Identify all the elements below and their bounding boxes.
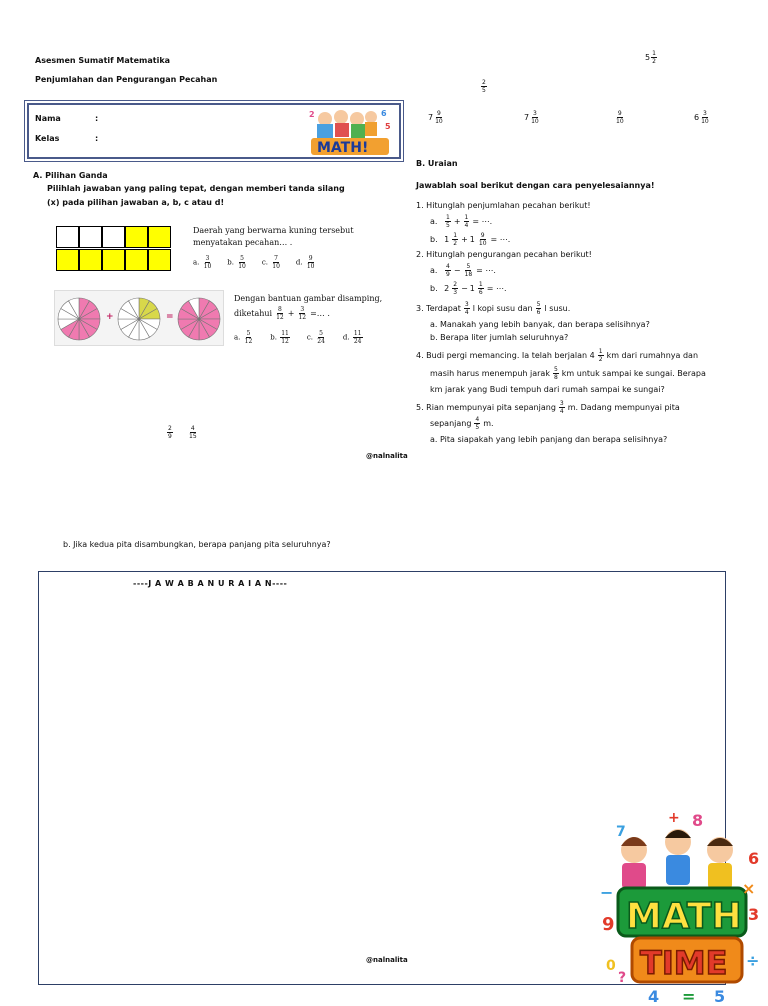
- grid-cell-yellow: [102, 249, 125, 271]
- q2-text-1: Dengan bantuan gambar disamping,: [234, 294, 383, 303]
- grid-cell-white: [102, 226, 125, 248]
- answer-box-title: ----J A W A B A N U R A I A N----: [133, 579, 288, 588]
- credit-bottom: @nalnalita: [366, 956, 408, 964]
- section-b-heading: B. Uraian: [416, 159, 458, 168]
- b-q5b: b. Jika kedua pita disambungkan, berapa panjang pita seluruhnya?: [63, 540, 331, 549]
- q2-options: [234, 330, 364, 345]
- grid-cell-yellow: [125, 226, 148, 248]
- q1-text-2: menyatakan pecahan… .: [193, 238, 293, 247]
- pie-plus: +: [106, 312, 114, 322]
- svg-text:5: 5: [385, 122, 391, 131]
- stray-fraction-3: $\frac{9}{10}$: [616, 110, 624, 125]
- doc-title: Asesmen Sumatif Matematika: [35, 56, 171, 65]
- name-label: Nama: [35, 114, 61, 123]
- section-a-heading: A. Pilihan Ganda: [33, 171, 108, 180]
- grid-cell-yellow: [56, 249, 79, 271]
- grid-cell-yellow: [125, 249, 148, 271]
- doc-subtitle: Penjumlahan dan Pengurangan Pecahan: [35, 75, 218, 84]
- b-q3a: a. Manakah yang lebih banyak, dan berapa selisihnya?: [430, 320, 650, 329]
- svg-text:−: −: [600, 883, 614, 902]
- class-label: Kelas: [35, 134, 60, 143]
- credit-top: @nalnalita: [366, 452, 408, 460]
- b-q5-line-1: 5. Rian mempunyai pita sepanjang $\frac{3}{4}$ m. Dadang mempunyai pita: [416, 400, 680, 415]
- section-a-instruction-1: Pilihlah jawaban yang paling tepat, dengan memberi tanda silang: [47, 184, 345, 193]
- b-q5-line-2: sepanjang $\frac{4}{5}$ m.: [430, 416, 494, 431]
- class-colon: :: [95, 134, 99, 143]
- q1-option-c[interactable]: c. $\frac{7}{10}$: [261, 255, 280, 270]
- b-q4-line-1: 4. Budi pergi memancing. Ia telah berjalan 4 $\frac{1}{2}$ km dari rumahnya dan: [416, 348, 699, 363]
- svg-text:8: 8: [692, 811, 704, 830]
- svg-text:7: 7: [616, 824, 626, 840]
- math-time-graphic: [596, 806, 768, 1006]
- q1-option-b[interactable]: b. $\frac{5}{10}$: [227, 255, 246, 270]
- b-q2b: b. 2 $\frac{2}{3}$ − 1 $\frac{1}{6}$ = ⋯.: [430, 281, 507, 296]
- pie-diagram: [55, 291, 225, 347]
- q1-option-d[interactable]: d. $\frac{9}{10}$: [295, 255, 315, 270]
- q2-option-b[interactable]: b. $\frac{11}{12}$: [270, 330, 289, 345]
- svg-text:4: 4: [648, 987, 660, 1006]
- b-q1b: b. 1 $\frac{1}{2}$ + 1 $\frac{9}{10}$ = ⋯.: [430, 232, 511, 247]
- stray-fraction-1: 7 $\frac{9}{10}$: [428, 110, 443, 125]
- b-q4-line-2: masih harus menempuh jarak $\frac{5}{8}$ km untuk sampai ke sungai. Berapa: [430, 366, 706, 381]
- svg-text:0: 0: [606, 958, 616, 974]
- stray-fraction-6: $\frac{4}{15}$: [189, 425, 197, 440]
- b-q5a: a. Pita siapakah yang lebih panjang dan berapa selisihnya?: [430, 435, 668, 444]
- svg-text:5: 5: [714, 987, 726, 1006]
- sticker-word-time: TIME: [640, 944, 728, 982]
- stray-fraction-top-mid: $\frac{2}{5}$: [482, 79, 486, 94]
- svg-text:3: 3: [748, 905, 760, 924]
- svg-text:2: 2: [309, 110, 315, 119]
- stray-fraction-2: 7 $\frac{3}{10}$: [524, 110, 539, 125]
- math-logo-graphic: [305, 107, 395, 157]
- svg-text:÷: ÷: [746, 951, 760, 970]
- q2-option-c[interactable]: c. $\frac{5}{24}$: [306, 330, 325, 345]
- b-q2: 2. Hitunglah pengurangan pecahan berikut!: [416, 250, 592, 259]
- svg-text:=: =: [682, 987, 696, 1006]
- q2-option-d[interactable]: d. $\frac{11}{24}$: [342, 330, 362, 345]
- b-q2a: a. $\frac{4}{9}$ − $\frac{5}{18}$ = ⋯.: [430, 263, 496, 278]
- identity-box: [27, 103, 401, 159]
- pie-figure: [54, 290, 224, 346]
- name-colon: :: [95, 114, 99, 123]
- sticker-word-math: MATH: [626, 896, 742, 937]
- b-q3b: b. Berapa liter jumlah seluruhnya?: [430, 333, 569, 342]
- math-logo: [305, 107, 395, 157]
- grid-cell-yellow: [148, 226, 171, 248]
- svg-text:+: +: [668, 810, 680, 826]
- b-q1a: a. $\frac{1}{5}$ + $\frac{1}{4}$ = ⋯.: [430, 214, 493, 229]
- q1-options: [193, 255, 317, 270]
- stray-fraction-top-right: 5 $\frac{1}{2}$: [645, 50, 656, 65]
- grid-cell-yellow: [79, 249, 102, 271]
- q1-text-1: Daerah yang berwarna kuning tersebut: [193, 226, 354, 235]
- b-q4-line-3: km jarak yang Budi tempuh dari rumah sampai ke sungai?: [430, 385, 665, 394]
- svg-text:9: 9: [602, 914, 615, 935]
- b-q3: 3. Terdapat $\frac{3}{4}$ l kopi susu dan $\frac{5}{6}$ l susu.: [416, 301, 571, 316]
- stray-fraction-5: $\frac{2}{9}$: [168, 425, 172, 440]
- q1-option-a[interactable]: a. $\frac{3}{10}$: [193, 255, 212, 270]
- math-time-sticker: [596, 806, 768, 1006]
- b-q1: 1. Hitunglah penjumlahan pecahan berikut!: [416, 201, 591, 210]
- grid-cell-yellow: [148, 249, 171, 271]
- svg-text:6: 6: [381, 109, 387, 118]
- grid-cell-white: [79, 226, 102, 248]
- section-a-instruction-2: (x) pada pilihan jawaban a, b, c atau d!: [47, 198, 225, 207]
- q2-option-a[interactable]: a. $\frac{5}{12}$: [234, 330, 253, 345]
- section-b-instruction: Jawablah soal berikut dengan cara penyelesaiannya!: [416, 181, 655, 190]
- svg-text:6: 6: [748, 849, 760, 868]
- svg-text:×: ×: [742, 879, 756, 898]
- fraction-grid: [56, 226, 174, 274]
- stray-fraction-4: 6 $\frac{3}{10}$: [694, 110, 709, 125]
- svg-text:MATH!: MATH!: [317, 140, 369, 156]
- grid-cell-white: [56, 226, 79, 248]
- pie-equals: =: [166, 312, 174, 322]
- svg-text:?: ?: [618, 970, 627, 986]
- q2-equation: diketahui $\frac{8}{12}$ + $\frac{3}{12}$ =… .: [234, 306, 330, 321]
